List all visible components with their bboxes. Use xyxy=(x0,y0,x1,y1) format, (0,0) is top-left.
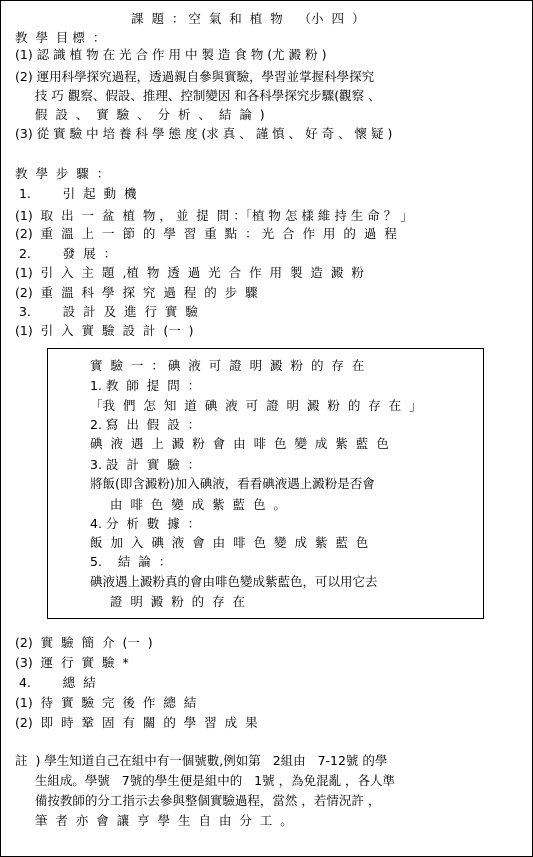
objective-line: 技 巧 觀察、假設、推理、控制變因 和各科學探究步驟(觀察 、 xyxy=(15,88,381,103)
objectives-heading: 教 學 目 標 ： xyxy=(15,30,106,45)
step-line: 1. 引 起 動 機 xyxy=(15,186,137,201)
step-line: 3. 設 計 及 進 行 實 驗 xyxy=(15,304,198,319)
experiment-title: 實 驗 一 ： 碘 液 可 證 明 澱 粉 的 存 在 xyxy=(90,358,365,373)
experiment-line: 由 啡 色 變 成 紫 藍 色 。 xyxy=(90,497,286,512)
step-line: (2) 即 時 鞏 固 有 關 的 學 習 成 果 xyxy=(15,715,258,730)
step-line: (1) 引 入 實 驗 設 計 (一 ) xyxy=(15,323,194,338)
experiment-line: 1. 教 師 提 問 ： xyxy=(90,378,201,393)
experiment-line: 3. 設 計 實 驗 ： xyxy=(90,457,201,472)
step-line: (1) 待 實 驗 完 後 作 總 結 xyxy=(15,695,197,710)
experiment-line: 2. 寫 出 假 設 ： xyxy=(90,417,201,432)
experiment-line: 將飯(即含澱粉)加入碘液，看看碘液遇上澱粉是否會 xyxy=(90,476,375,491)
steps-heading: 教 學 步 驟 ： xyxy=(15,166,110,181)
note-line: 備按教師的分工指示去參與整個實驗過程，當然 ，若情況許 ， xyxy=(15,793,381,808)
objective-line: (2) 運用科學探究過程，透過親自參與實驗，學習並掌握科學探究 xyxy=(15,69,375,84)
experiment-box xyxy=(47,348,484,619)
step-line: (3) 運 行 實 驗 * xyxy=(15,655,129,670)
experiment-line: 碘 液 遇 上 澱 粉 會 由 啡 色 變 成 紫 藍 色 xyxy=(90,436,389,451)
experiment-line: 4. 分 析 數 據 ： xyxy=(90,516,201,531)
note-line: 生組成。學號 7號的學生便是組中的 1號 ，為免混亂 ，各人準 xyxy=(15,773,396,788)
lesson-title: 課 題 ： 空 氣 和 植 物 （小 四 ） xyxy=(131,11,365,26)
experiment-line: 飯 加 入 碘 液 會 由 啡 色 變 成 紫 藍 色 xyxy=(90,535,369,550)
note-line: 筆 者 亦 會 讓 亨 學 生 自 由 分 工 。 xyxy=(15,813,293,828)
experiment-line: 證 明 澱 粉 的 存 在 xyxy=(90,594,246,609)
step-line: 2. 發 展 ： xyxy=(15,246,117,261)
experiment-line: 5. 結 論 ： xyxy=(90,554,172,569)
step-line: (1) 取 出 一 盆 植 物 ， 並 提 問 ：「植 物 怎 樣 維 持 生 命 ？ 」 xyxy=(15,208,413,223)
experiment-line: 「我 們 怎 知 道 碘 液 可 證 明 澱 粉 的 存 在 」 xyxy=(90,398,422,413)
step-line: (2) 重 溫 科 學 探 究 過 程 的 步 驟 xyxy=(15,285,258,300)
step-line: 4. 總 結 xyxy=(15,675,96,690)
experiment-line: 碘液遇上澱粉真的會由啡色變成紫藍色，可以用它去 xyxy=(90,574,378,589)
note-line: 註 ) 學生知道自己在組中有一個號數,例如第 2組由 7-12號 的學 xyxy=(15,753,388,768)
step-line: (2) 實 驗 簡 介 (一 ) xyxy=(15,635,153,650)
step-line: (1) 引 入 主 題 ,植 物 透 過 光 合 作 用 製 造 澱 粉 xyxy=(15,265,364,280)
objective-line: 假 設 、 實 驗 、 分 析 、 結 論 ) xyxy=(15,107,265,122)
step-line: (2) 重 溫 上 一 節 的 學 習 重 點 ： 光 合 作 用 的 過 程 xyxy=(15,226,397,241)
objective-line: (3) 從 實 驗 中 培 養 科 學 態 度 (求 真 、 謹 慎 、 好 奇 、 懷 疑 ) xyxy=(15,126,393,141)
objective-line: (1) 認 識 植 物 在 光 合 作 用 中 製 造 食 物 (尤 澱 粉 ) xyxy=(15,47,327,62)
